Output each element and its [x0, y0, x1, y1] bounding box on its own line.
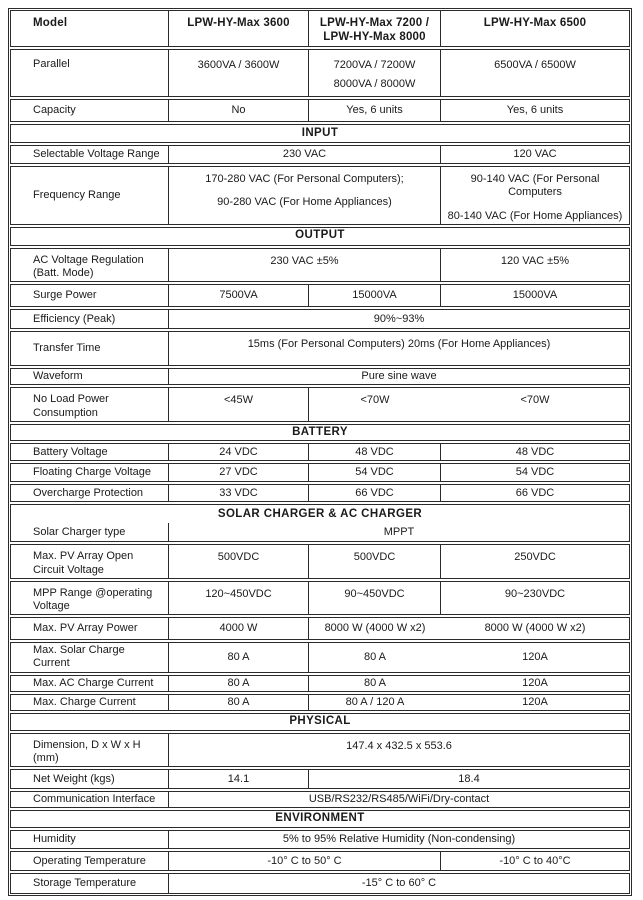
cell-value	[169, 831, 629, 848]
spec-row-waveform	[10, 368, 630, 385]
cell-value	[441, 582, 629, 614]
spec-row-operating-temp	[10, 851, 630, 871]
value-text: 80-140 VAC (For Home Appliances)	[447, 209, 623, 222]
value-text: 90~450VDC	[344, 587, 405, 600]
row-label	[11, 523, 169, 541]
row-label	[11, 50, 169, 97]
cell-value	[309, 100, 441, 121]
row-label	[11, 770, 169, 788]
value-text: 120~450VDC	[205, 587, 272, 600]
spec-row-overcharge	[10, 484, 630, 502]
section-header-physical	[10, 713, 630, 731]
label-text: MPP Range @operating	[33, 586, 153, 599]
cell-value	[309, 676, 441, 691]
row-label	[11, 146, 169, 163]
section-title	[11, 505, 629, 523]
cell-value	[169, 100, 309, 121]
cell-value	[309, 545, 441, 577]
label-text: Efficiency (Peak)	[33, 312, 116, 325]
cell-value	[169, 695, 309, 710]
cell-value	[441, 618, 629, 639]
spec-row-ac-voltage-regulation	[10, 248, 630, 282]
label-text: Max. Solar Charge Current	[33, 644, 125, 670]
spec-row-efficiency	[10, 309, 630, 329]
value-text: 80 A / 120 A	[345, 695, 405, 708]
cell-model-3600	[169, 11, 309, 46]
value-text: <70W	[360, 394, 390, 407]
cell-value	[169, 50, 309, 97]
label-text: AC Voltage Regulation	[33, 253, 144, 266]
value-text: Pure sine wave	[361, 370, 437, 383]
cell-value	[441, 852, 629, 870]
label-text: Solar Charger type	[33, 525, 126, 538]
spec-row-parallel	[10, 49, 630, 98]
value-text: <70W	[520, 394, 550, 407]
label-text: Humidity	[33, 833, 76, 846]
spec-row-surge-power	[10, 284, 630, 307]
cell-value	[441, 249, 629, 281]
label-text: Consumption	[33, 406, 98, 419]
value-text: 66 VDC	[355, 486, 394, 499]
value-text: 48 VDC	[355, 445, 394, 458]
label-text: (Batt. Mode)	[33, 266, 94, 279]
value-text: 18.4	[458, 772, 480, 785]
spec-row-solar-charger-type	[11, 523, 629, 541]
cell-value	[441, 388, 629, 420]
label-text: Parallel	[33, 57, 70, 70]
cell-value	[169, 618, 309, 639]
section-header-output	[10, 227, 630, 246]
section-text: PHYSICAL	[289, 714, 351, 727]
spec-row-communication	[10, 791, 630, 808]
label-text: Circuit Voltage	[33, 563, 104, 576]
label-text: Max. PV Array Open	[33, 550, 134, 563]
cell-value	[309, 444, 441, 460]
cell-value	[309, 50, 441, 97]
cell-model-7200-8000	[309, 11, 441, 46]
cell-value	[169, 485, 309, 501]
cell-value	[309, 285, 441, 306]
row-label	[11, 249, 169, 281]
label-text: Max. PV Array Power	[33, 622, 138, 635]
spec-row-dimension	[10, 733, 630, 767]
value-text: 500VDC	[217, 551, 260, 564]
value-text: 170-280 VAC (For Personal Computers);	[205, 173, 404, 186]
cell-value	[441, 285, 629, 306]
section-header-environment	[10, 810, 630, 828]
value-text: 3600VA / 3600W	[197, 58, 280, 71]
value-text: 8000VA / 8000W	[333, 78, 416, 91]
row-label	[11, 464, 169, 481]
spec-row-transfer-time	[10, 331, 630, 366]
value-text: 7500VA	[219, 289, 258, 302]
cell-value	[309, 618, 441, 639]
value-text: 80 A	[227, 676, 250, 689]
spec-table	[8, 8, 632, 896]
cell-value	[169, 146, 441, 163]
section-title	[11, 425, 629, 441]
value-text: 120A	[522, 695, 548, 708]
value-text: 54 VDC	[515, 466, 555, 479]
cell-value	[169, 643, 309, 671]
row-label	[11, 369, 169, 384]
label-text: Transfer Time	[33, 342, 101, 355]
section-text: ENVIRONMENT	[275, 812, 365, 825]
row-label	[11, 831, 169, 848]
label-text: Frequency Range	[33, 188, 121, 201]
label-text: Battery Voltage	[33, 445, 108, 458]
cell-value	[169, 770, 309, 788]
value-text: <45W	[223, 394, 254, 407]
row-label	[11, 388, 169, 420]
value-text: 7200VA / 7200W	[333, 58, 416, 71]
row-label	[11, 643, 169, 671]
cell-value	[441, 464, 629, 481]
label-text: No Load Power	[33, 393, 109, 406]
section-text: BATTERY	[292, 425, 348, 438]
spec-row-floating-charge	[10, 463, 630, 482]
row-label	[11, 444, 169, 460]
label-text: Voltage	[33, 600, 70, 613]
cell-value	[169, 167, 441, 224]
spec-row-pv-open-voltage	[10, 544, 630, 578]
row-label	[11, 874, 169, 893]
value-text: 90~230VDC	[504, 587, 566, 600]
cell-value	[441, 100, 629, 121]
cell-value	[169, 310, 629, 328]
spec-row-selectable-voltage	[10, 145, 630, 164]
value-text: 230 VAC	[282, 148, 327, 161]
value-text: 90-140 VAC (For Personal Computers	[470, 173, 600, 199]
cell-value	[169, 874, 629, 893]
row-label	[11, 167, 169, 224]
cell-value	[441, 146, 629, 163]
value-text: 8000 W (4000 W x2)	[324, 622, 426, 635]
cell-value	[169, 852, 441, 870]
row-label	[11, 332, 169, 365]
section-text: INPUT	[301, 126, 339, 139]
value-text: MPPT	[383, 525, 415, 538]
value-text: 500VDC	[353, 551, 396, 564]
cell-value	[169, 285, 309, 306]
value-text: 230 VAC ±5%	[270, 254, 339, 267]
value-text: 27 VDC	[219, 466, 258, 479]
label-text: Max. Charge Current	[33, 695, 136, 708]
cell-value	[441, 485, 629, 501]
spec-row-ac-charge-current	[10, 675, 630, 692]
value-text: 8000 W (4000 W x2)	[484, 622, 586, 635]
label-text: Selectable Voltage Range	[33, 148, 160, 161]
value-text: 120A	[522, 676, 548, 689]
value-text: 80 A	[363, 650, 387, 663]
cell-model-6500	[441, 11, 629, 46]
cell-value	[309, 485, 441, 501]
spec-row-solar-charge-current	[10, 642, 630, 672]
value-text: 66 VDC	[515, 486, 555, 499]
cell-value	[169, 676, 309, 691]
value-text: 80 A	[363, 676, 387, 689]
cell-value	[169, 523, 629, 541]
cell-value	[169, 249, 441, 281]
label-text: Operating Temperature	[33, 854, 146, 867]
cell-value	[309, 388, 441, 420]
value-text: LPW-HY-Max 3600	[187, 17, 290, 29]
value-text: 120 VAC	[513, 148, 557, 161]
value-text: -10° C to 40°C	[499, 854, 571, 867]
value-text: 90-280 VAC (For Home Appliances)	[217, 196, 392, 209]
value-text: 15000VA	[512, 289, 558, 302]
cell-value	[309, 464, 441, 481]
value-text: LPW-HY-Max 6500	[483, 17, 587, 29]
row-label	[11, 695, 169, 710]
cell-value	[169, 369, 629, 384]
cell-value	[441, 545, 629, 577]
value-text: Yes, 6 units	[506, 104, 564, 117]
cell-value	[309, 643, 441, 671]
row-label	[11, 734, 169, 766]
row-label	[11, 792, 169, 807]
value-text: Yes, 6 units	[346, 104, 403, 117]
cell-value	[169, 444, 309, 460]
row-label	[11, 285, 169, 306]
value-text: LPW-HY-Max 7200 /	[319, 17, 430, 29]
row-label	[11, 485, 169, 501]
value-text: LPW-HY-Max 8000	[323, 30, 426, 43]
section-title	[11, 811, 629, 827]
spec-row-frequency	[10, 166, 630, 225]
value-text: USB/RS232/RS485/WiFi/Dry-contact	[308, 793, 490, 806]
cell-value	[441, 676, 629, 691]
cell-value	[169, 734, 629, 766]
value-text: 5% to 95% Relative Humidity (Non-condensing)	[282, 833, 516, 846]
value-text: -10° C to 50° C	[267, 854, 342, 867]
value-text: 80 A	[227, 650, 250, 663]
value-text: -15° C to 60° C	[361, 877, 437, 890]
value-text: 120 VAC ±5%	[500, 254, 570, 267]
section-text: OUTPUT	[295, 229, 345, 242]
label-text: Storage Temperature	[33, 877, 137, 890]
value-text: 24 VDC	[219, 445, 258, 458]
spec-row-no-load-power	[10, 387, 630, 421]
cell-value	[441, 50, 629, 97]
row-label	[11, 582, 169, 614]
value-text: 90%~93%	[373, 312, 425, 325]
spec-row-net-weight	[10, 769, 630, 789]
row-label	[11, 545, 169, 577]
section-title	[11, 228, 629, 245]
section-solar-charger	[10, 504, 630, 542]
row-label	[11, 310, 169, 328]
row-label	[11, 676, 169, 691]
value-text: 120A	[522, 650, 548, 663]
cell-value	[309, 770, 629, 788]
cell-value	[169, 545, 309, 577]
spec-row-storage-temp	[10, 873, 630, 894]
value-text: 54 VDC	[355, 466, 394, 479]
row-label	[11, 11, 169, 46]
section-title	[11, 714, 629, 730]
value-text: No	[231, 104, 246, 117]
cell-value	[169, 582, 309, 614]
cell-value	[441, 444, 629, 460]
value-text: 6500VA / 6500W	[494, 58, 576, 71]
row-label	[11, 852, 169, 870]
label-text: Model	[33, 17, 68, 29]
spec-row-humidity	[10, 830, 630, 849]
cell-value	[309, 582, 441, 614]
cell-value	[309, 695, 441, 710]
row-label	[11, 100, 169, 121]
value-text: 14.1	[227, 772, 250, 785]
value-text: 33 VDC	[219, 486, 258, 499]
label-text: Capacity	[33, 104, 76, 117]
label-text: Communication Interface	[33, 793, 156, 806]
cell-value	[169, 388, 309, 420]
spec-row-mpp-range	[10, 581, 630, 615]
spec-row-capacity	[10, 99, 630, 122]
section-title	[11, 125, 629, 142]
label-text: Floating Charge Voltage	[33, 466, 152, 479]
label-text: Net Weight (kgs)	[33, 772, 115, 785]
cell-value	[169, 792, 629, 807]
value-text: 147.4 x 432.5 x 553.6	[346, 739, 452, 752]
label-text: (mm)	[33, 751, 59, 764]
value-text: 250VDC	[514, 551, 556, 564]
row-label	[11, 618, 169, 639]
label-text: Overcharge Protection	[33, 486, 144, 499]
label-text: Surge Power	[33, 289, 97, 302]
section-header-battery	[10, 424, 630, 442]
label-text: Max. AC Charge Current	[33, 676, 154, 689]
spec-row-pv-array-power	[10, 617, 630, 640]
cell-value	[441, 695, 629, 710]
spec-row-battery-voltage	[10, 443, 630, 461]
cell-value	[169, 332, 629, 365]
label-text: Dimension, D x W x H	[33, 738, 141, 751]
value-text: 48 VDC	[515, 445, 555, 458]
cell-value	[441, 167, 629, 224]
value-text: 15000VA	[352, 289, 397, 302]
label-text: Waveform	[33, 370, 83, 383]
spec-row-max-charge-current	[10, 694, 630, 711]
cell-value	[441, 643, 629, 671]
section-text: SOLAR CHARGER & AC CHARGER	[217, 508, 423, 521]
section-header-input	[10, 124, 630, 143]
cell-value	[169, 464, 309, 481]
spec-row-model	[10, 10, 630, 47]
value-text: 4000 W	[219, 622, 258, 635]
value-text: 80 A	[227, 695, 250, 708]
value-text: 15ms (For Personal Computers) 20ms (For Home Appliances)	[247, 338, 551, 351]
